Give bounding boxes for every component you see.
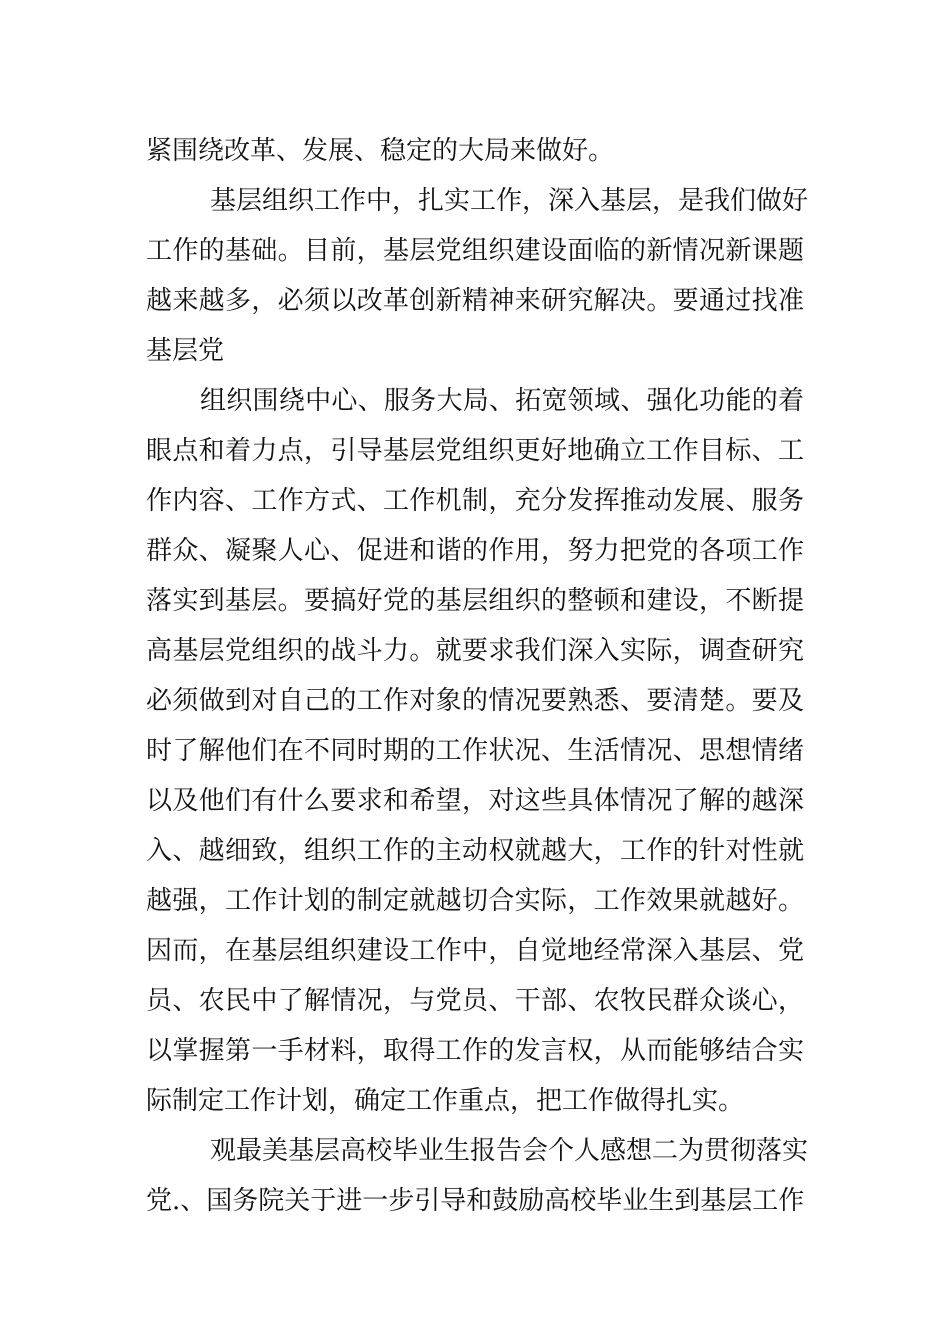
text-line: 时了解他们在不同时期的工作状况、生活情况、思想情绪	[146, 736, 804, 766]
text-line: 观最美基层高校毕业生报告会个人感想二为贯彻落实	[210, 1136, 809, 1166]
text-line: 以掌握第一手材料，取得工作的发言权，从而能够结合实	[146, 1036, 804, 1066]
text-line: 因而，在基层组织建设工作中，自觉地经常深入基层、党	[146, 936, 804, 966]
text-line: 眼点和着力点，引导基层党组织更好地确立工作目标、工	[146, 436, 804, 466]
text-line: 组织围绕中心、服务大局、拓宽领域、强化功能的着	[200, 386, 804, 416]
text-line: 紧围绕改革、发展、稳定的大局来做好。	[146, 136, 615, 166]
text-line: 越来越多，必须以改革创新精神来研究解决。要通过找准	[146, 286, 804, 316]
text-line: 员、农民中了解情况，与党员、干部、农牧民群众谈心，	[146, 986, 804, 1016]
text-line: 党.、国务院关于进一步引导和鼓励高校毕业生到基层工作	[146, 1186, 805, 1216]
text-line: 必须做到对自己的工作对象的情况要熟悉、要清楚。要及	[146, 686, 804, 716]
text-line: 基层党	[146, 336, 225, 366]
text-line: 落实到基层。要搞好党的基层组织的整顿和建设，不断提	[146, 586, 804, 616]
text-line: 工作的基础。目前，基层党组织建设面临的新情况新课题	[146, 236, 804, 266]
text-line: 基层组织工作中，扎实工作，深入基层，是我们做好	[210, 186, 809, 216]
text-line: 高基层党组织的战斗力。就要求我们深入实际，调查研究	[146, 636, 804, 666]
text-line: 作内容、工作方式、工作机制，充分发挥推动发展、服务	[146, 486, 804, 516]
text-line: 群众、凝聚人心、促进和谐的作用，努力把党的各项工作	[146, 536, 804, 566]
text-line: 以及他们有什么要求和希望，对这些具体情况了解的越深	[146, 786, 804, 816]
text-line: 际制定工作计划，确定工作重点，把工作做得扎实。	[146, 1086, 745, 1116]
text-line: 越强，工作计划的制定就越切合实际，工作效果就越好。	[146, 886, 804, 916]
text-line: 入、越细致，组织工作的主动权就越大，工作的针对性就	[146, 836, 804, 866]
